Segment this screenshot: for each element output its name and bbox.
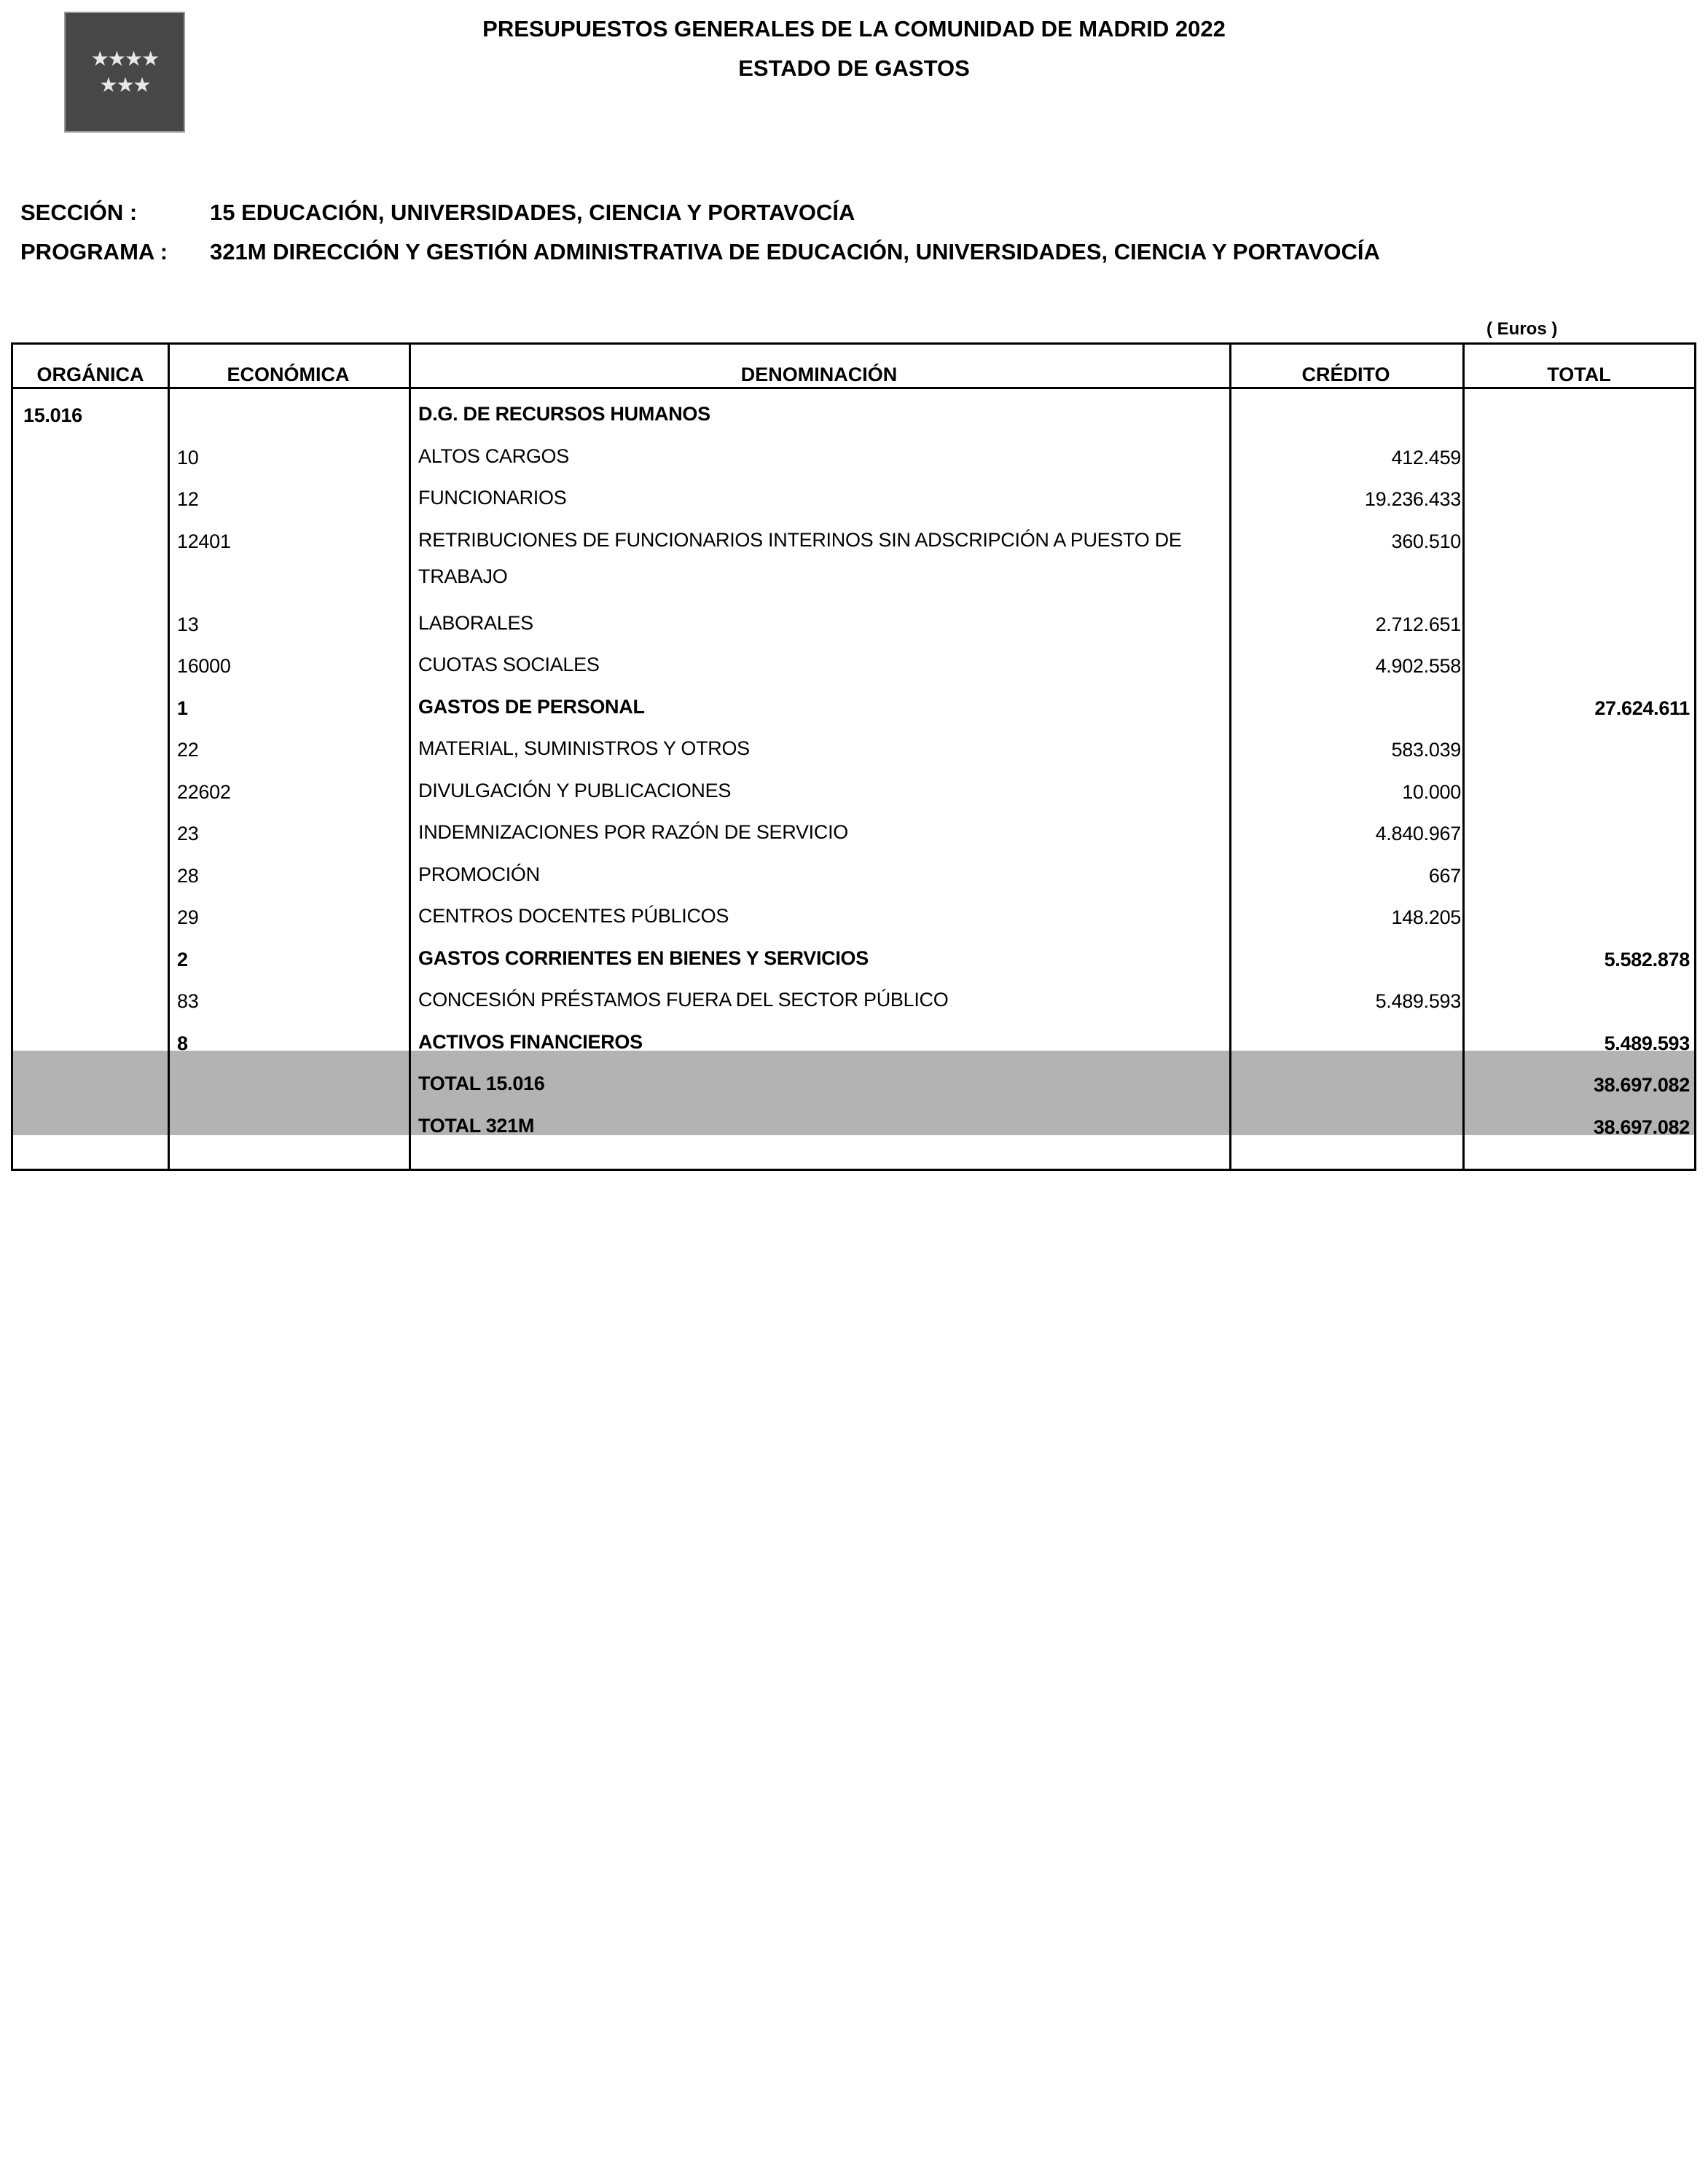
cell-total: 5.582.878	[1604, 948, 1690, 971]
cell-denominacion: FUNCIONARIOS	[418, 487, 567, 509]
document-title: PRESUPUESTOS GENERALES DE LA COMUNIDAD DE MADRID 2022	[482, 16, 1226, 42]
cell-economica: 22602	[177, 780, 231, 803]
cell-credito: 4.840.967	[1375, 823, 1461, 844]
table-row	[13, 898, 1694, 939]
cell-denominacion: LABORALES	[418, 611, 533, 634]
table-row	[13, 605, 1694, 646]
table-header	[13, 345, 1694, 389]
table-row	[13, 396, 1694, 437]
programa-label: PROGRAMA :	[20, 239, 168, 264]
table-row	[13, 689, 1694, 730]
column-divider	[1462, 345, 1465, 1169]
cell-economica: 28	[177, 864, 199, 887]
seccion-label: SECCIÓN :	[20, 200, 138, 225]
stars-icon: ★★★★	[90, 47, 159, 70]
cell-denominacion: MATERIAL, SUMINISTROS Y OTROS	[418, 737, 750, 759]
seccion-line	[20, 200, 855, 226]
cell-credito: 4.902.558	[1375, 655, 1461, 677]
cell-economica: 13	[177, 613, 199, 635]
column-divider	[1229, 345, 1231, 1169]
cell-economica: 22	[177, 739, 199, 761]
cell-organica: 15.016	[23, 404, 82, 426]
cell-denominacion: D.G. DE RECURSOS HUMANOS	[418, 403, 710, 425]
programa-line	[20, 239, 1380, 265]
cell-credito: 5.489.593	[1375, 990, 1461, 1012]
cell-economica: 23	[177, 823, 199, 844]
cell-denominacion: CONCESIÓN PRÉSTAMOS FUERA DEL SECTOR PÚBLICO	[418, 989, 949, 1011]
cell-credito: 583.039	[1391, 739, 1461, 761]
cell-denominacion: GASTOS CORRIENTES EN BIENES Y SERVICIOS	[418, 946, 869, 969]
cell-denominacion: CUOTAS SOCIALES	[418, 654, 600, 675]
document-subtitle: ESTADO DE GASTOS	[738, 55, 970, 81]
cell-denominacion: CENTROS DOCENTES PÚBLICOS	[418, 905, 729, 927]
col-credito: CRÉDITO	[1301, 364, 1390, 385]
stars-icon: ★★★	[99, 74, 150, 96]
col-denominacion: DENOMINACIÓN	[740, 364, 898, 385]
column-divider	[409, 345, 411, 1169]
table-row	[13, 814, 1694, 855]
table-row	[13, 646, 1694, 688]
cell-economica: 10	[177, 446, 199, 468]
cell-denominacion: TOTAL 15.016	[418, 1073, 545, 1094]
cell-credito: 412.459	[1391, 446, 1461, 468]
programa-value: 321M DIRECCIÓN Y GESTIÓN ADMINISTRATIVA DE EDUCACIÓN, UNIVERSIDADES, CIENCIA Y PORTAVOCÍA	[210, 239, 1380, 264]
cell-total: 5.489.593	[1604, 1032, 1690, 1054]
seccion-value: 15 EDUCACIÓN, UNIVERSIDADES, CIENCIA Y PORTAVOCÍA	[210, 200, 855, 225]
cell-economica: 8	[177, 1032, 188, 1054]
table-row	[13, 522, 1694, 605]
table-row	[13, 479, 1694, 521]
cell-denominacion: INDEMNIZACIONES POR RAZÓN DE SERVICIO	[418, 821, 848, 843]
cell-denominacion: DIVULGACIÓN Y PUBLICACIONES	[418, 779, 732, 801]
table-row	[13, 856, 1694, 898]
cell-denominacion: RETRIBUCIONES DE FUNCIONARIOS INTERINOS SIN ADSCRIPCIÓN A PUESTO DE TRABAJO	[418, 528, 1182, 587]
cell-credito: 360.510	[1391, 530, 1461, 552]
col-organica: ORGÁNICA	[36, 364, 144, 385]
expenses-table	[11, 342, 1696, 1171]
col-economica: ECONÓMICA	[227, 364, 350, 385]
cell-economica: 16000	[177, 655, 231, 677]
table-row	[13, 1024, 1694, 1065]
table-row	[13, 1107, 1694, 1149]
cell-economica: 29	[177, 906, 199, 928]
cell-economica: 83	[177, 990, 199, 1012]
cell-denominacion: TOTAL 321M	[418, 1114, 535, 1137]
cell-credito: 2.712.651	[1375, 613, 1461, 635]
table-row	[13, 981, 1694, 1023]
units-label: ( Euros )	[1486, 319, 1558, 339]
cell-denominacion: ACTIVOS FINANCIEROS	[418, 1030, 643, 1053]
table-row	[13, 1065, 1694, 1107]
table-row	[13, 438, 1694, 479]
column-divider	[168, 345, 170, 1169]
cell-credito: 10.000	[1402, 780, 1461, 803]
cell-denominacion: ALTOS CARGOS	[418, 444, 569, 467]
cell-denominacion: GASTOS DE PERSONAL	[418, 695, 645, 718]
cell-total: 27.624.611	[1594, 697, 1690, 719]
cell-economica: 12401	[177, 530, 231, 552]
table-row	[13, 772, 1694, 814]
col-total: TOTAL	[1547, 364, 1611, 385]
cell-denominacion: PROMOCIÓN	[418, 863, 540, 885]
cell-credito: 148.205	[1391, 906, 1461, 928]
table-row	[13, 940, 1694, 981]
cell-total: 38.697.082	[1593, 1116, 1690, 1138]
cell-economica: 2	[177, 948, 188, 971]
table-row	[13, 730, 1694, 772]
cell-credito: 667	[1428, 864, 1461, 887]
cell-economica: 1	[177, 697, 188, 719]
cell-total: 38.697.082	[1593, 1074, 1690, 1096]
cell-economica: 12	[177, 488, 199, 510]
cell-credito: 19.236.433	[1364, 488, 1461, 510]
